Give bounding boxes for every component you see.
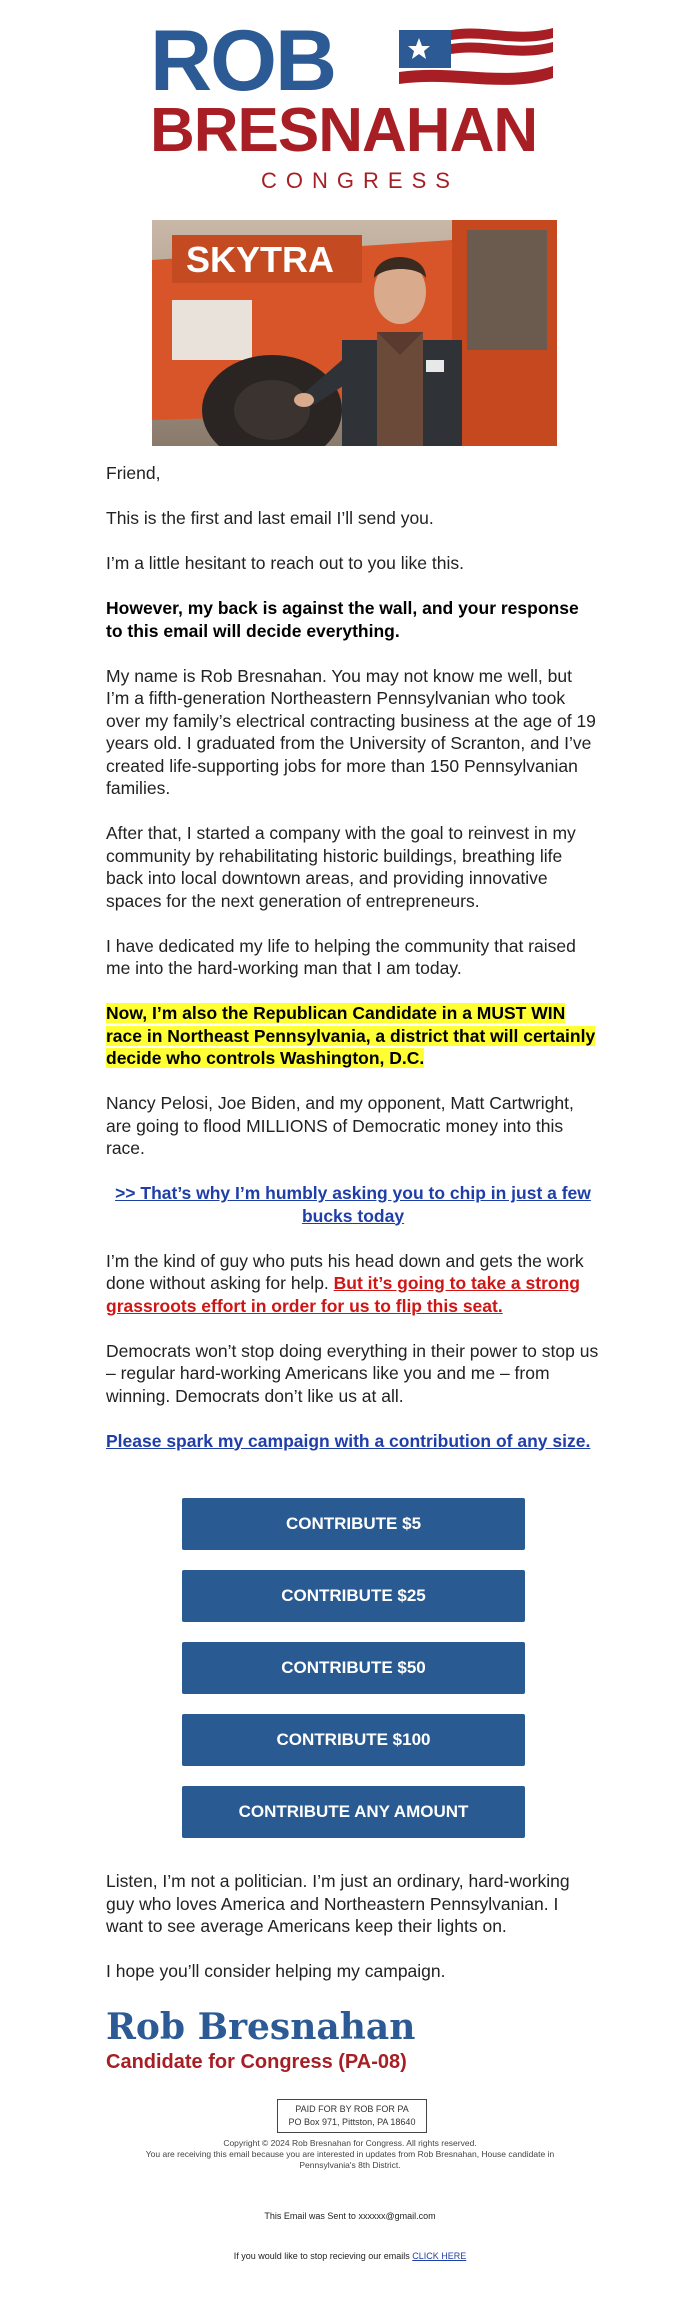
cta-paragraph [106,1182,600,1227]
contribute-any-button[interactable]: CONTRIBUTE ANY AMOUNT [182,1786,525,1838]
signature-title: Candidate for Congress (PA-08) [106,2051,407,2073]
paragraph [106,1250,600,1318]
bold-paragraph: However, my back is against the wall, and your response to this email will decide everything. [106,598,579,641]
contribute-100-button[interactable]: CONTRIBUTE $100 [182,1714,525,1766]
paragraph: My name is Rob Bresnahan. You may not know me well, but I’m a fifth-generation Northeastern Pennsylvanian who took over my family’s electrical contracting business at the age of 19 years old. I graduated from the University of Scranton, and I’ve created life-supporting jobs for more than 150 Pennsylvanian families. [106,665,596,798]
contribute-5-button[interactable]: CONTRIBUTE $5 [182,1498,525,1550]
logo-last-name: BRESNAHAN [150,96,538,165]
email-body [106,462,600,1475]
grassroots-link[interactable]: But it’s going to take a strong grassroots effort in order for us to flip this seat. [106,1273,580,1316]
sent-to-text: This Email was Sent to xxxxxx@gmail.com [264,2211,436,2221]
greeting: Friend, [106,463,161,483]
unsubscribe-text: If you would like to stop recieving our emails [233,2251,413,2261]
legal-text [120,2138,580,2171]
highlight-paragraph [106,1002,600,1070]
paragraph: Democrats won’t stop doing everything in their power to stop us – regular hard-working Americans like you and me – from winning. Democrats don’t like us at all. [106,1340,599,1406]
flag-icon [395,24,555,86]
unsubscribe-link[interactable]: CLICK HERE [412,2251,467,2261]
contribute-buttons [182,1498,525,1858]
paragraph: Nancy Pelosi, Joe Biden, and my opponent, Matt Cartwright, are going to flood MILLIONS of Democratic money into this race. [106,1093,574,1158]
paragraph: Listen, I’m not a politician. I’m just an ordinary, hard-working guy who loves America and Northeastern Pennsylvanian. I want to see average Americans keep their lights on. [106,1871,570,1936]
contribute-25-button[interactable]: CONTRIBUTE $25 [182,1570,525,1622]
copyright-text: Copyright © 2024 Rob Bresnahan for Congress. All rights reserved. [223,2138,477,2148]
spark-campaign-link[interactable]: Please spark my campaign with a contribution of any size. [106,1430,591,1451]
unsubscribe-line [120,2251,580,2261]
logo-subtitle: CONGRESS [261,168,459,193]
candidate-photo [152,220,557,446]
receiving-text: You are receiving this email because you are interested in updates from Rob Bresnahan, House candidate in Pennsylvania's 8th District. [145,2149,555,2170]
paragraph: I hope you’ll consider helping my campaign. [106,1961,446,1981]
svg-text:SKYTRA: SKYTRA [186,239,335,280]
paid-for-line: PAID FOR BY ROB FOR PA [295,2104,409,2114]
highlighted-text: Now, I’m also the Republican Candidate in a MUST WIN race in Northeast Pennsylvania, a district that will certainly decide who controls Washington, D.C. [106,1003,596,1068]
paragraph: This is the first and last email I’ll send you. [106,508,434,528]
paragraph-text: I’m the kind of guy who puts his head down and gets the work done without asking for help. [106,1250,584,1293]
campaign-logo [150,13,570,193]
paragraph: I’m a little hesitant to reach out to you like this. [106,553,464,573]
logo-first-name: ROB [150,13,336,109]
spark-paragraph [106,1430,600,1453]
paid-for-box [277,2099,427,2133]
paragraph: After that, I started a company with the goal to reinvest in my community by rehabilitating historic buildings, breathing life back into local downtown areas, and providing innovative spaces for the next generation of entrepreneurs. [106,823,576,911]
paragraph: I have dedicated my life to helping the community that raised me into the hard-working man that I am today. [106,935,576,978]
contribute-50-button[interactable]: CONTRIBUTE $50 [182,1642,525,1694]
signature-name: Rob Bresnahan [106,2006,416,2048]
paid-address-line: PO Box 971, Pittston, PA 18640 [288,2117,416,2127]
chip-in-link[interactable]: >> That’s why I’m humbly asking you to chip in just a few bucks today [115,1183,591,1226]
closing-body [106,1870,600,2005]
